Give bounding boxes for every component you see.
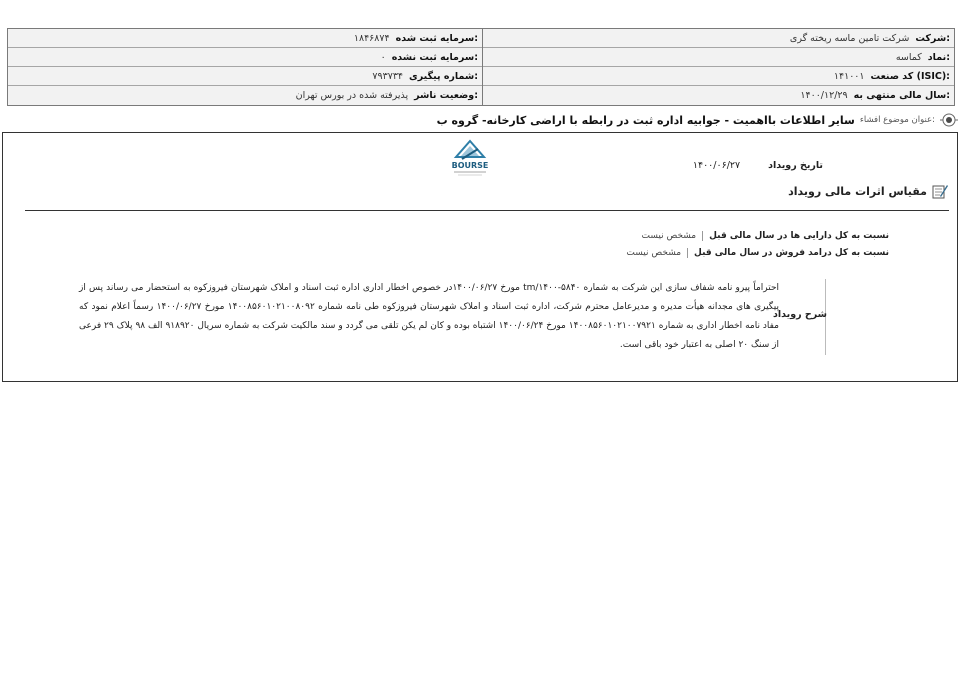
registered-capital-label: سرمایه ثبت شده: <box>395 32 478 44</box>
metric-assets-value: مشخص نیست <box>641 231 697 241</box>
symbol-value: کماسه <box>895 51 922 63</box>
financial-impact-heading <box>788 183 949 200</box>
fiscal-year-value: ۱۴۰۰/۱۲/۲۹ <box>800 90 848 101</box>
publisher-status-label: وضعیت ناشر: <box>414 90 478 101</box>
metric-revenue <box>626 245 889 261</box>
symbol-row <box>481 48 954 67</box>
financial-impact-title: مقیاس اثرات مالی رویداد <box>788 185 927 198</box>
company-info-right-column <box>481 29 954 105</box>
fiscal-year-label: سال مالی منتهی به: <box>853 90 950 101</box>
unregistered-capital-value: ۰ <box>380 51 386 63</box>
metric-revenue-label: نسبت به کل درامد فروش در سال مالی قبل <box>687 248 889 258</box>
symbol-label: نماد: <box>927 51 950 63</box>
subject-title: سایر اطلاعات بااهمیت - جوابیه اداره ثبت در رابطه با اراضی کارخانه- گروه ب <box>436 113 855 127</box>
subject-prefix: عنوان موضوع افشاء: <box>859 115 935 125</box>
event-description: احتراماً پیرو نامه شفاف سازی این شرکت به شماره ۵۸۴۰-۱۴۰۰/tm مورخ ۱۴۰۰/۰۶/۲۷در خصوص اخطار اداری اداره ثبت اسناد و املاک شهرستان فیروزکوه به استحضار می رساند پس از پیگیری های مجدانه هیأت مدیره و مدیرعامل محترم شرکت، اداره ثبت اسناد و املاک شهرستان فیروزکوه طی نامه شماره ۱۴۰۰۸۵۶۰۱۰۲۱۰۰۸۰۹۲ مورخ ۱۴۰۰/۰۶/۲۷ رسماً اعلام نمود که مفاد نامه اخطار اداری به شماره ۱۴۰۰۸۵۶۰۱۰۲۱۰۰۷۹۲۱ مورخ ۱۴۰۰/۰۶/۲۴ اشتباه بوده و کان لم یکن تلقی می گردد و سند مالکیت شرکت به شماره سریال ۹۱۸۹۲۰ الف ۹۸ پلاک ۲۹ فرعی از سنگ ۲۰ اصلی به اعتبار خود باقی است. <box>79 283 780 350</box>
company-row <box>481 29 954 48</box>
bourse-logo <box>444 139 496 179</box>
company-value: شرکت تامین ماسه ریخته گری <box>789 32 910 44</box>
unregistered-capital-label: سرمایه ثبت نشده: <box>391 51 478 63</box>
tracking-row <box>8 67 482 86</box>
document-edit-icon <box>931 183 949 200</box>
company-info-table <box>7 28 955 106</box>
publisher-status-value: پذیرفته شده در بورس تهران <box>295 90 409 101</box>
event-date <box>693 160 823 171</box>
description-label: شرح رویداد <box>773 309 827 320</box>
section-divider <box>25 210 949 211</box>
disclosure-subject <box>437 111 958 129</box>
target-icon <box>940 111 958 129</box>
fiscal-year-row <box>481 86 954 105</box>
registered-capital-row <box>8 29 482 48</box>
company-label: شرکت: <box>915 32 950 44</box>
registered-capital-value: ۱۸۴۶۸۷۴ <box>353 32 390 44</box>
isic-value: ۱۴۱۰۰۱ <box>833 70 865 82</box>
event-panel <box>2 132 958 382</box>
metric-assets <box>642 228 890 244</box>
company-info-left-column <box>8 29 483 105</box>
isic-row <box>481 67 954 86</box>
unregistered-capital-row <box>8 48 482 67</box>
metric-assets-label: نسبت به کل دارایی ها در سال مالی قبل <box>702 231 889 241</box>
event-date-value: ۱۴۰۰/۰۶/۲۷ <box>692 160 741 171</box>
event-date-label: تاریخ رویداد <box>768 160 823 171</box>
metric-revenue-value: مشخص نیست <box>626 248 682 258</box>
tracking-label: شماره پیگیری: <box>409 70 478 82</box>
bourse-logo-text: BOURSE <box>451 161 489 170</box>
publisher-status-row <box>8 86 482 105</box>
tracking-value: ۷۹۳۷۳۴ <box>372 70 404 82</box>
isic-label: کد صنعت (ISIC): <box>870 70 950 82</box>
